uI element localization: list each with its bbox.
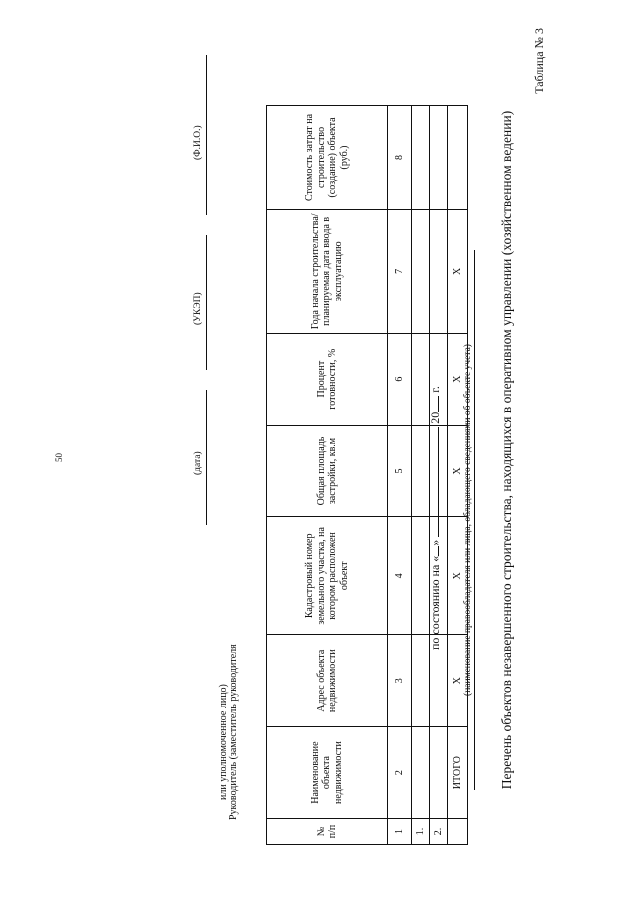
total-label: ИТОГО	[448, 727, 468, 819]
table-cell	[412, 635, 430, 727]
table-cell: 6	[388, 333, 412, 425]
table-cell	[430, 727, 448, 819]
signature-line	[206, 235, 207, 370]
col-header-area: Общая площадь застройки, кв.м	[267, 425, 388, 517]
table-label: Таблица № 3	[532, 28, 546, 94]
landscape-page	[8, 0, 628, 880]
table-cell: 8	[388, 106, 412, 210]
table-row	[412, 106, 430, 845]
table-cell	[412, 209, 430, 333]
col-header-name: Наименование объекта недвижимости	[267, 727, 388, 819]
table-cell: Х	[448, 333, 468, 425]
table-cell	[412, 425, 430, 517]
signatory-title-cont: или уполномоченное лицо)	[218, 684, 229, 800]
table-cell: 7	[388, 209, 412, 333]
table-cell: 2	[388, 727, 412, 819]
col-header-address: Адрес объекта недвижимости	[267, 635, 388, 727]
table-cell	[430, 106, 448, 210]
total-row	[448, 106, 468, 845]
column-number-row	[388, 106, 412, 845]
table-cell	[412, 517, 430, 635]
date-caption: (дата)	[193, 451, 203, 475]
table-cell	[430, 517, 448, 635]
page-number: 50	[54, 453, 64, 462]
table-cell	[430, 425, 448, 517]
table-cell: 4	[388, 517, 412, 635]
table-cell: 3	[388, 635, 412, 727]
col-header-cadastral: Кадастровый номер земельного участка, на котором расположен объект	[267, 517, 388, 635]
table-cell	[412, 106, 430, 210]
table-cell: 1	[388, 819, 412, 845]
as-of-year-prefix: 20	[428, 411, 442, 424]
table-cell: Х	[448, 209, 468, 333]
table-cell	[430, 333, 448, 425]
fullname-caption: (Ф.И.О.)	[193, 125, 203, 160]
col-header-num: № п/п	[267, 819, 388, 845]
as-of-prefix: по состоянию на «	[428, 555, 442, 650]
table-cell: Х	[448, 425, 468, 517]
objects-table	[266, 105, 468, 845]
as-of-mid: »	[428, 539, 442, 546]
col-header-dates: Года начала строительства/ планируемая дата ввода в эксплуатацию	[267, 209, 388, 333]
as-of-suffix: г.	[428, 386, 442, 393]
table-cell: 5	[388, 425, 412, 517]
col-header-cost: Стоимость затрат на строительство (создание) объекта (руб.)	[267, 106, 388, 210]
header-row	[267, 106, 388, 845]
table-cell: Х	[448, 517, 468, 635]
document-title: Перечень объектов незавершенного строительства, находящихся в оперативном управлении (хозяйственном ведении)	[499, 110, 514, 790]
fullname-line	[206, 55, 207, 215]
table-cell: 1.	[412, 819, 430, 845]
table-row	[430, 106, 448, 845]
signatory-title: Руководитель (заместитель руководителя	[228, 644, 239, 820]
table-cell	[412, 727, 430, 819]
table-cell: Х	[448, 635, 468, 727]
table-cell: 2.	[430, 819, 448, 845]
signature-caption: (УКЭП)	[193, 292, 203, 325]
table-cell	[448, 106, 468, 210]
table-cell	[430, 635, 448, 727]
table-cell	[430, 209, 448, 333]
date-line	[206, 390, 207, 525]
owner-name-line	[474, 250, 475, 790]
owner-caption: (наименование правообладателя или лица, обладающего сведениями об объекте учета)	[463, 344, 473, 696]
col-header-readiness: Процент готовности, %	[267, 333, 388, 425]
table-cell	[448, 819, 468, 845]
table-cell	[412, 333, 430, 425]
